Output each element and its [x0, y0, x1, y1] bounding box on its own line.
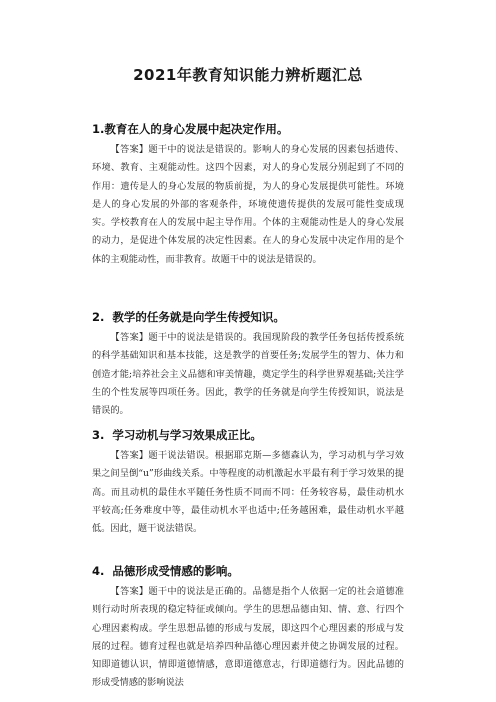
answer-1: 【答案】题干中的说法是错误的。影响人的身心发展的因素包括遗传、环境、教育、主观能动性。这四个因素，对人的身心发展分别起到了不同的作用：遗传是人的身心发展的物质前提，为人的身心发展提供可能性。环境是人的身心发展的外部的客观条件，环境使遗传提供的发展可能性变成现实。学校教育在人的发展中起主导作用。个体的主观能动性是人的身心发展的动力，是促进个体发展的决定性因素。在人的身心发展中决定作用的是个体的主观能动性，而非教育。故题干中的说法是错误的。 [92, 144, 404, 265]
question-text: 学习动机与学习效果成正比。 [112, 428, 262, 442]
answer-4: 【答案】题干中的说法是正确的。品德是指个人依据一定的社会道德准则行动时所表现的稳定特征或倾向。学生的思想品德由知、情、意、行四个心理因素构成。学生思想品德的形成与发展，即这四个心理因素的形成与发展的过程。德育过程也就是培养四种品德心理因素并使之协调发展的过程。知即道德认识，情即道德情感，意即道德意志，行即道德行为。因此品德的形成受情感的影响说法 [92, 586, 404, 689]
question-number: 4. [92, 564, 105, 578]
question-text: 品德形成受情感的影响。 [112, 564, 239, 578]
question-1 [92, 121, 412, 137]
question-number: 1. [92, 122, 105, 136]
document-title: 2021年教育知识能力辨析题汇总 [133, 66, 363, 84]
question-text: 教育在人的身心发展中起决定作用。 [104, 122, 289, 136]
question-number: 3. [92, 428, 105, 442]
question-text: 教学的任务就是向学生传授知识。 [112, 310, 285, 324]
question-4 [92, 563, 412, 579]
answer-3: 【答案】题干说法错误。根据耶克斯—多德森认为，学习动机与学习效果之间呈倒“u”形曲线关系。中等程度的动机激起水平最有利于学习效果的提高。而且动机的最佳水平随任务性质不同而不同：任务较容易，最佳动机水平较高;任务难度中等，最佳动机水平也适中;任务越困难，最佳动机水平越低。因此，题干说法错误。 [92, 450, 404, 535]
question-3 [92, 427, 412, 443]
question-number: 2. [92, 310, 105, 324]
answer-2: 【答案】题干中的说法是错误的。我国现阶段的教学任务包括传授系统的科学基础知识和基本技能，这是教学的首要任务;发展学生的智力、体力和创造才能;培养社会主义品德和审美情趣，奠定学生的科学世界观基础;关注学生的个性发展等四项任务。因此，教学的任务就是向学生传授知识，说法是错误的。 [92, 332, 404, 417]
question-2 [92, 309, 412, 325]
